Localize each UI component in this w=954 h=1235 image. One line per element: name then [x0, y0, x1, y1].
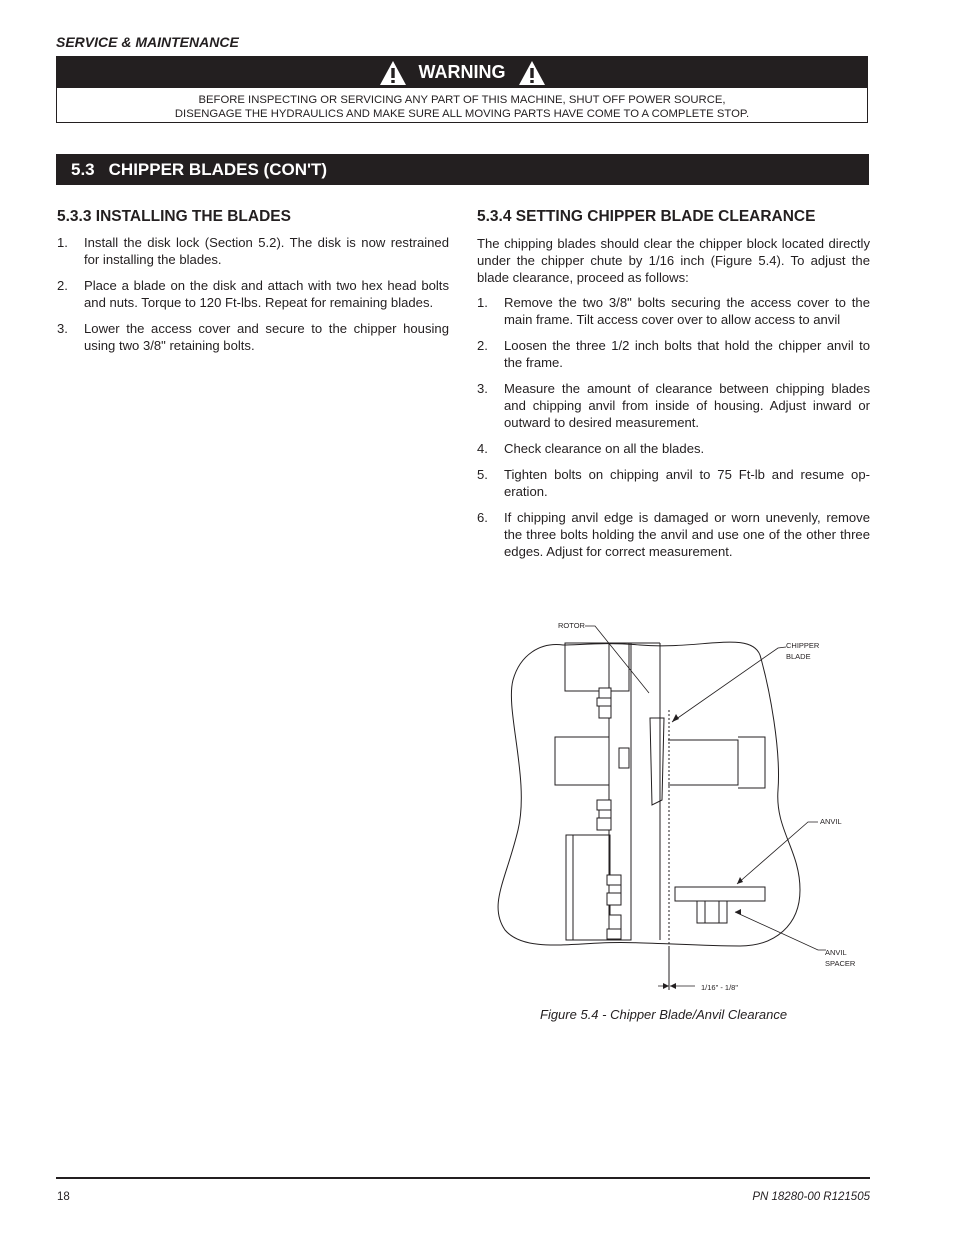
list-item — [57, 277, 449, 311]
step-number: 2. — [477, 338, 488, 353]
warning-box — [56, 56, 868, 123]
warning-title-bar — [57, 57, 867, 88]
list-item — [477, 337, 870, 371]
list-item — [477, 380, 870, 431]
step-text: Lower the access cover and secure to the chipper housing using two 3/8" retaining bolts. — [84, 321, 449, 353]
step-text: Measure the amount of clearance between chipping blades and chipping anvil from inside of housing. Adjust inward or outward to desired measurement. — [504, 381, 870, 430]
anvil — [675, 887, 765, 901]
warning-triangle-icon — [518, 60, 546, 86]
rotor-bolts — [597, 688, 629, 939]
breakaway-outline — [498, 642, 800, 946]
rotor-upper-block — [565, 643, 629, 691]
installing-blades-column — [57, 208, 449, 363]
step-number: 1. — [57, 235, 68, 250]
arrowheads — [663, 714, 743, 989]
chipper-blade — [650, 718, 664, 805]
clearance-steps — [477, 294, 870, 560]
anvil-spacer — [697, 901, 727, 923]
list-item — [57, 234, 449, 268]
warning-line: BEFORE INSPECTING OR SERVICING ANY PART OF THIS MACHINE, SHUT OFF POWER SOURCE, — [198, 94, 726, 106]
chipper-blade-label: BLADE — [786, 652, 811, 661]
list-item — [477, 294, 870, 328]
step-text: If chipping anvil edge is damaged or worn unevenly, remove the three bolts holding the anvil and use one of the other three edges. Adjust for correct measurement. — [504, 510, 870, 559]
chipper-blade-label: CHIPPER — [786, 641, 820, 650]
step-number: 2. — [57, 278, 68, 293]
warning-triangle-icon — [379, 60, 407, 86]
step-number: 3. — [477, 381, 488, 396]
step-number: 1. — [477, 295, 488, 310]
step-text: Check clearance on all the blades. — [504, 441, 705, 456]
step-text: Remove the two 3/8" bolts securing the access cover to the main frame. Tilt access cover over to allow access to anvil — [504, 295, 870, 327]
warning-line: DISENGAGE THE HYDRAULICS AND MAKE SURE ALL MOVING PARTS HAVE COME TO A COMPLETE STOP. — [174, 108, 750, 120]
section-title-bar — [56, 154, 869, 185]
figure-caption: Figure 5.4 - Chipper Blade/Anvil Clearance — [540, 1007, 788, 1022]
shaft-left — [555, 737, 609, 785]
section-title: CHIPPER BLADES (CON'T) — [108, 159, 328, 179]
step-text: Install the disk lock (Section 5.2). The disk is now restrained for installing the blades. — [84, 235, 449, 267]
anvil-label: ANVIL — [820, 817, 842, 826]
part-number: PN 18280-00 R121505 — [752, 1191, 870, 1203]
warning-message — [57, 93, 867, 121]
footer-divider — [56, 1177, 870, 1179]
installing-steps — [57, 234, 449, 354]
shaft-right — [668, 737, 765, 788]
list-item — [477, 440, 870, 457]
step-text: Loosen the three 1/2 inch bolts that hold the chipper anvil to the frame. — [504, 338, 870, 370]
step-number: 5. — [477, 467, 488, 482]
chipper-blade-anvil-diagram — [490, 610, 856, 1000]
list-item — [477, 466, 870, 500]
step-text: Place a blade on the disk and attach with two hex head bolts and nuts. Torque to 120 Ft-lbs. Repeat for remaining blades. — [84, 278, 449, 310]
step-text: Tighten bolts on chipping anvil to 75 Ft-lb and resume op-eration. — [504, 467, 870, 499]
section-number: 5.3 — [71, 159, 95, 179]
rotor-label: ROTOR — [558, 621, 585, 630]
step-number: 6. — [477, 510, 488, 525]
step-number: 3. — [57, 321, 68, 336]
list-item — [477, 509, 870, 560]
clearance-heading: 5.3.4 SETTING CHIPPER BLADE CLEARANCE — [477, 208, 816, 225]
blade-clearance-column — [477, 208, 870, 569]
page-number: 18 — [57, 1191, 70, 1203]
running-header: SERVICE & MAINTENANCE — [56, 34, 239, 50]
warning-title: WARNING — [418, 62, 506, 82]
step-number: 4. — [477, 441, 488, 456]
anvil-spacer-label: ANVIL — [825, 948, 847, 957]
clearance-intro: The chipping blades should clear the chipper block located directly under the chipper chute by 1/16 inch (Figure 5.4). To adjust the blade clearance, proceed as follows: — [477, 236, 870, 285]
list-item — [57, 320, 449, 354]
anvil-spacer-label: SPACER — [825, 959, 856, 968]
clearance-dimension-label: 1/16" - 1/8" — [701, 983, 739, 992]
installing-heading: 5.3.3 INSTALLING THE BLADES — [57, 208, 291, 225]
